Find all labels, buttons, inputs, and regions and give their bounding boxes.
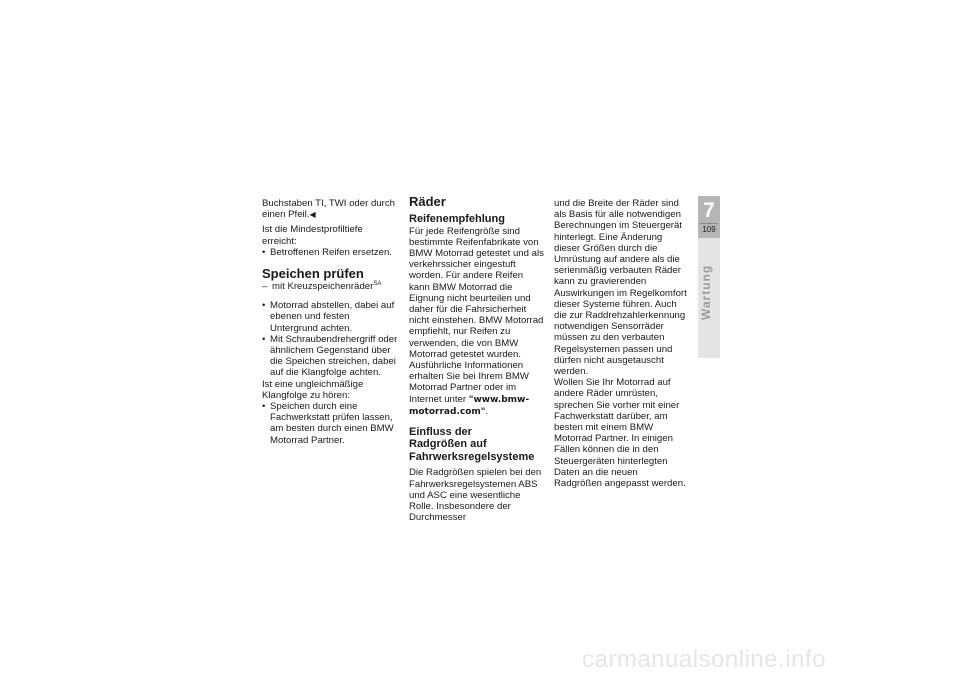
sa-superscript: SA — [373, 281, 382, 288]
section-label: Wartung — [699, 264, 713, 320]
workshop-list — [262, 401, 398, 446]
middle-column — [409, 194, 545, 523]
tire-recommendation-text: Für jede Reifengröße sind bestimmte Reifenfabrikate von BMW Motorrad getestet und als verkehrssicher eingestuft worden. Für andere Reifen kann BMW Motorrad die Eignung nicht beurteilen und daher für die Fahrsicherheit nicht einstehen. BMW Motorrad empfiehlt, nur Reifen zu verwenden, die von BMW Motorrad getestet wurden. Ausführliche Informationen erhalten Sie bei Ihrem BMW Motorrad Partner oder im Internet unter "www.bmw-motorrad.com". — [409, 225, 544, 417]
chapter-number: 7 — [703, 199, 715, 222]
replace-list — [262, 247, 398, 258]
min-depth-text: Ist die Mindestprofiltiefe erreicht: — [262, 224, 363, 247]
tire-recommendation-heading: Reifenempfehlung — [409, 213, 505, 225]
page-number: 109 — [700, 223, 718, 235]
left-column — [262, 198, 398, 446]
list-item: • Mit Schraubendrehergriff oder ähnlichem Gegenstand über die Speichen streichen, dabei auf die Klangfolge achten. — [262, 334, 398, 379]
chapter-block — [698, 196, 720, 238]
wheel-size-influence-text: Die Radgrößen spielen bei den Fahrwerksregelsystemen ABS und ASC eine wesentliche Rolle. Insbesondere der Durchmesser — [409, 467, 542, 524]
list-item: • Motorrad abstellen, dabei auf ebenen und festen Untergrund achten. — [262, 300, 398, 334]
chapter-tab — [698, 196, 720, 358]
wheels-heading: Räder — [409, 194, 446, 209]
control-systems-text: und die Breite der Räder sind als Basis für alle notwendigen Berechnungen im Steuergerät hinterlegt. Eine Änderung dieser Größen durch die Umrüstung auf andere als die serienmäßig verbauten Räder kann zu gravierenden Auswirkungen im Regelkomfort dieser Systeme führen. Auch die zur Raddrehzahlerkennung notwendigen Sensorräder müssen zu den verbauten Regelsystemen passen und dürfen nicht ausgetauscht werden. — [554, 198, 687, 378]
list-item: • Betroffenen Reifen ersetzen. — [262, 247, 398, 258]
conversion-advice-text: Wollen Sie Ihr Motorrad auf andere Räder umrüsten, sprechen Sie vorher mit einer Fachwerkstatt darüber, am besten mit einem BMW Motorrad Partner. In einigen Fällen können die in den Steuergeräten hinterlegten Daten an die neuen Radgrößen angepasst werden. — [554, 377, 686, 490]
intro-text: Buchstaben TI, TWI oder durch einen Pfeil.◀ — [262, 198, 395, 221]
sa-option-line: – mit Kreuzspeichenräder$^{SA}$ — [262, 281, 382, 293]
website-link[interactable]: "www.bmw-motorrad.com" — [409, 394, 530, 417]
wheel-size-influence-heading: Einfluss der Radgrößen auf Fahrwerksregelsysteme — [409, 425, 535, 463]
right-column — [554, 198, 688, 489]
dash-marker: – — [262, 281, 268, 293]
spokes-steps-list — [262, 300, 398, 378]
list-item: • Speichen durch eine Fachwerkstatt prüfen lassen, am besten durch einen BMW Motorrad Partner. — [262, 401, 398, 446]
end-marker-icon: ◀ — [309, 210, 316, 220]
watermark: carmanualsonline.info — [582, 646, 826, 673]
uneven-sound-text: Ist eine ungleichmäßige Klangfolge zu hören: — [262, 378, 364, 401]
spokes-heading: Speichen prüfen — [262, 266, 364, 282]
